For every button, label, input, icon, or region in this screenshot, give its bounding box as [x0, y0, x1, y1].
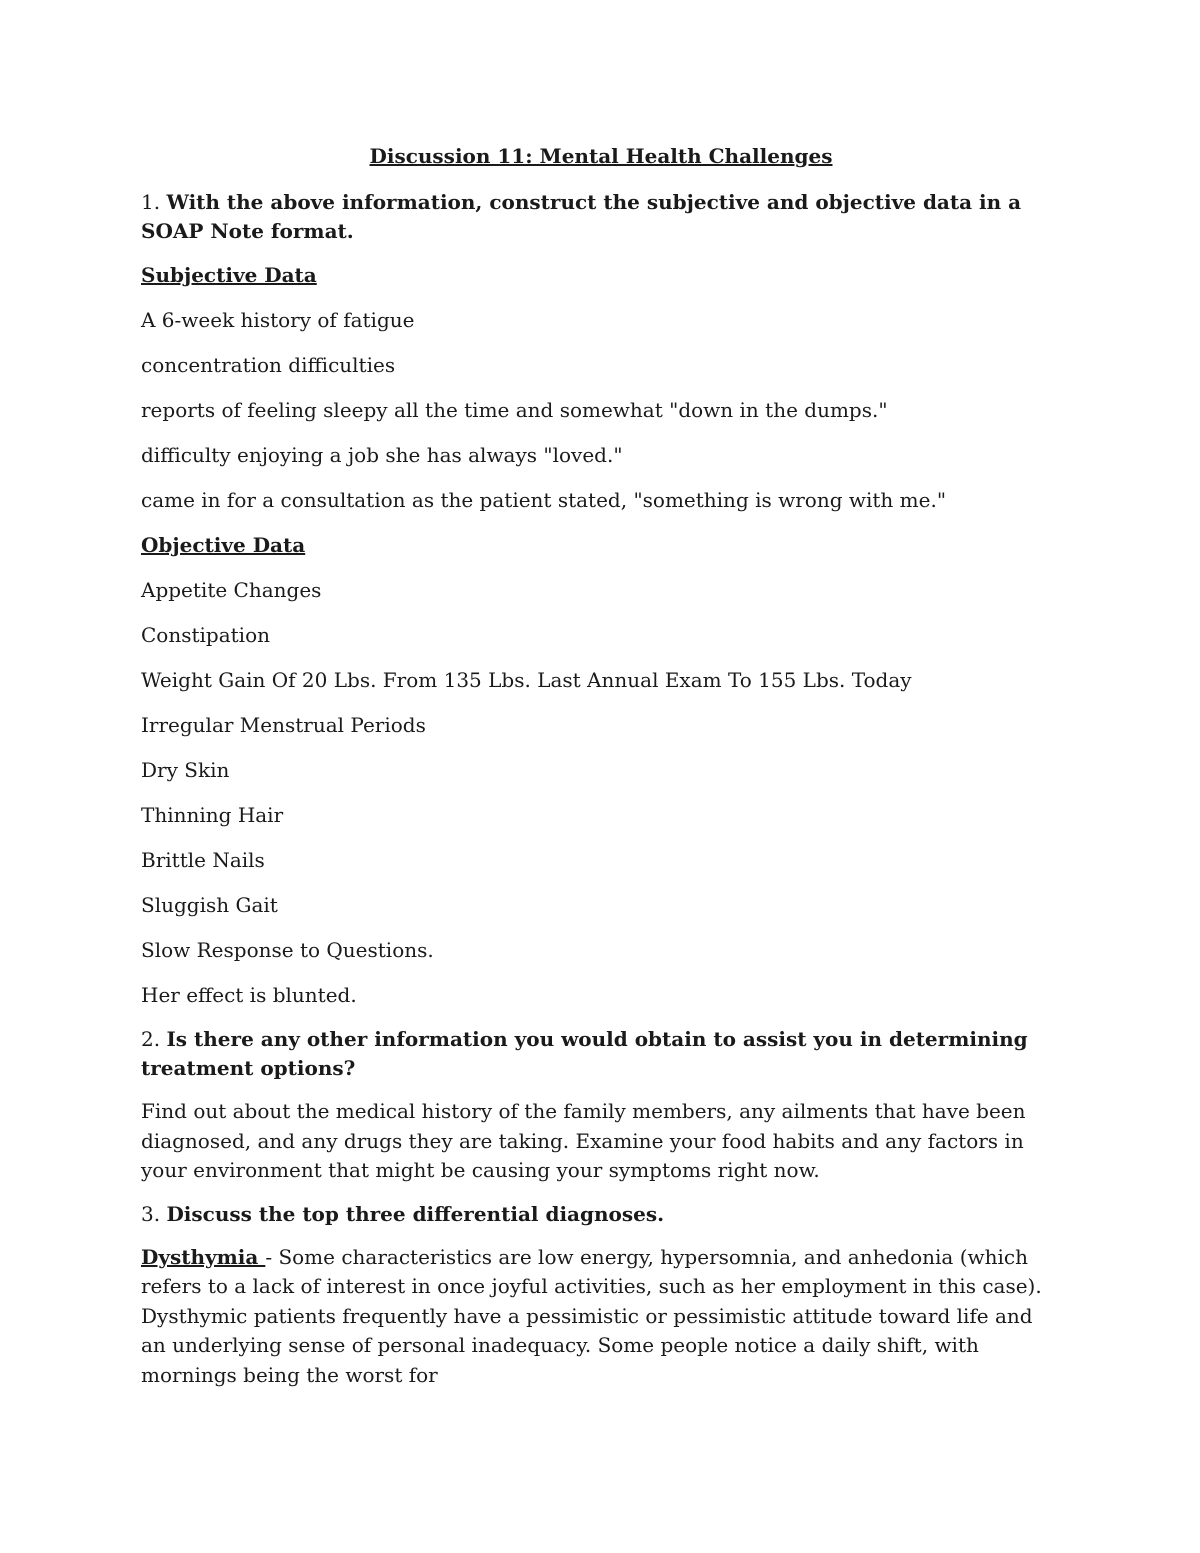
question-2-number: 2.	[141, 1027, 167, 1051]
subjective-list	[141, 305, 1061, 516]
objective-list	[141, 575, 1061, 1011]
objective-item: Sluggish Gait	[141, 893, 278, 917]
question-1-text: With the above information, construct the subjective and objective data in a SOAP Note format.	[141, 190, 1022, 243]
question-1-number: 1.	[141, 190, 167, 214]
diagnosis-dash: -	[265, 1244, 279, 1269]
question-3	[141, 1200, 1061, 1229]
diagnosis-term: Dysthymia	[141, 1244, 266, 1269]
objective-item: Dry Skin	[141, 758, 230, 782]
objective-item: Irregular Menstrual Periods	[141, 713, 426, 737]
objective-item: Constipation	[141, 623, 271, 647]
answer-2: Find out about the medical history of the family members, any ailments that have been diagnosed, and any drugs they are taking. Examine your food habits and any factors in your environment that might be causing your symptoms right now.	[141, 1099, 1026, 1182]
subjective-item: reports of feeling sleepy all the time and somewhat "down in the dumps."	[141, 398, 888, 422]
page-title: Discussion 11: Mental Health Challenges	[369, 144, 833, 168]
question-1	[141, 188, 1061, 246]
subjective-item: came in for a consultation as the patient stated, "something is wrong with me."	[141, 488, 947, 512]
subjective-item: difficulty enjoying a job she has always "loved."	[141, 443, 623, 467]
subjective-heading: Subjective Data	[141, 263, 317, 287]
question-3-text: Discuss the top three differential diagnoses.	[166, 1201, 665, 1226]
objective-item: Weight Gain Of 20 Lbs. From 135 Lbs. Last Annual Exam To 155 Lbs. Today	[141, 668, 912, 692]
question-2-text: Is there any other information you would obtain to assist you in determining treatment options?	[141, 1027, 1028, 1080]
diagnosis-description: Some characteristics are low energy, hypersomnia, and anhedonia (which refers to a lack of interest in once joyful activities, such as her employment in this case). Dysthymic patients frequently have a pessimistic or pessimistic attitude toward life and an underlying sense of personal inadequacy. Some people notice a daily shift, with mornings being the worst for	[141, 1244, 1042, 1387]
objective-item: Her effect is blunted.	[141, 983, 357, 1007]
objective-heading: Objective Data	[141, 533, 306, 557]
objective-item: Appetite Changes	[141, 578, 322, 602]
objective-item: Slow Response to Questions.	[141, 938, 434, 962]
subjective-item: A 6-week history of fatigue	[141, 308, 415, 332]
objective-item: Thinning Hair	[141, 803, 284, 827]
objective-item: Brittle Nails	[141, 848, 265, 872]
question-2	[141, 1025, 1061, 1083]
answer-3	[141, 1243, 1061, 1391]
document-page	[141, 140, 1061, 1404]
subjective-item: concentration difficulties	[141, 353, 396, 377]
question-3-number: 3.	[141, 1201, 167, 1226]
